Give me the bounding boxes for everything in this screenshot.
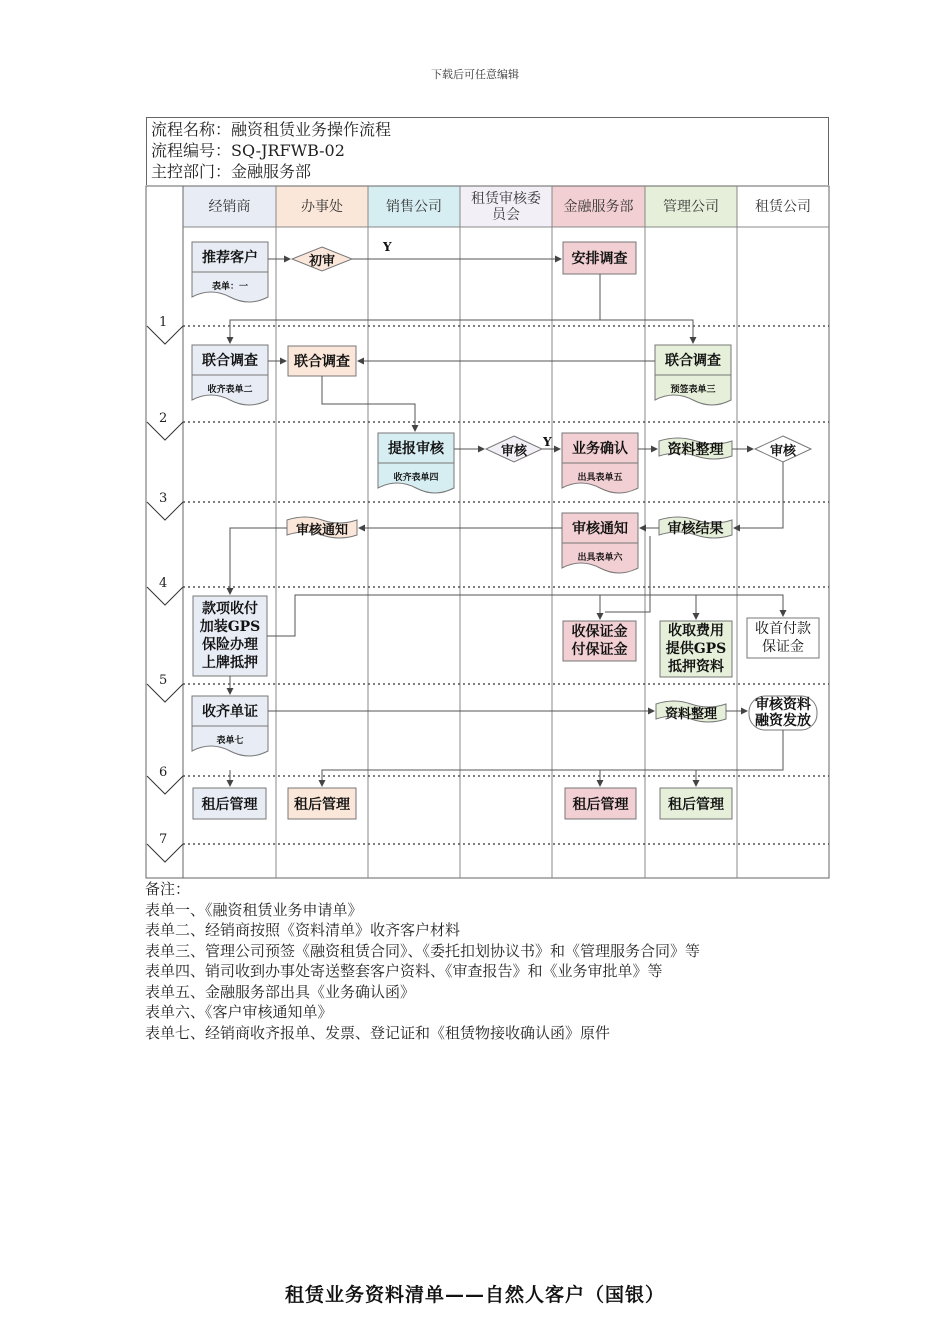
note-line: 表单四、销司收到办事处寄送整套客户资料、《审查报告》和《业务审批单》等: [145, 962, 663, 980]
note-line: 表单三、管理公司预签《融资租赁合同》、《委托扣划协议书》和《管理服务合同》等: [145, 941, 701, 960]
node-audit-release: 审核资料 融资发放: [755, 697, 811, 729]
node-post-lease-office: 租后管理: [294, 796, 350, 813]
top-note: 下载后可任意编辑: [431, 68, 519, 81]
lane-management: 管理公司: [663, 198, 719, 215]
node-post-lease-dealer: 租后管理: [201, 796, 258, 813]
node-dealer-tasks: 款项收付 加装GPS 保险办理 上牌抵押: [199, 601, 261, 671]
notes: [145, 879, 700, 1043]
notes-heading: 备注：: [145, 880, 191, 898]
decision-initial-review: 初审: [308, 253, 335, 269]
node-business-confirm: 业务确认 出具表单五: [572, 441, 628, 483]
step-number: 4: [159, 576, 168, 591]
node-down-payment: 收首付款 保证金: [755, 621, 811, 655]
node-review-notice-finance: 审核通知 出具表单六: [572, 521, 628, 563]
node-joint-survey-dealer: 联合调查 收齐表单二: [202, 353, 258, 395]
step-number: 5: [159, 673, 168, 688]
note-line: 表单一、《融资租赁业务申请单》: [145, 900, 363, 919]
node-organize-docs-1: 资料整理: [667, 442, 724, 458]
step-number: 6: [159, 765, 168, 780]
step-number: 1: [159, 315, 168, 330]
section-title: 租赁业务资料清单——自然人客户（国银）: [284, 1284, 665, 1306]
node-collect-fees: 收取费用 提供GPS 抵押资料: [665, 623, 727, 675]
yes-label: Y: [543, 435, 552, 449]
note-line: 表单二、经销商按照《资料清单》收齐客户材料: [145, 921, 461, 939]
lane-dealer: 经销商: [208, 198, 251, 215]
node-joint-survey-office: 联合调查: [294, 354, 350, 370]
step-number: 2: [159, 411, 168, 426]
node-review-notice-office: 审核通知: [295, 522, 348, 538]
lane-sales: 销售公司: [386, 198, 442, 215]
note-line: 表单五、金融服务部出具《业务确认函》: [145, 982, 416, 1001]
note-line: 表单七、经销商收齐报单、发票、登记证和《租赁物接收确认函》原件: [145, 1023, 611, 1042]
node-arrange-survey: 安排调查: [571, 251, 628, 267]
lane-committee: 租赁审核委员会: [471, 190, 541, 223]
node-post-lease-mgmt: 租后管理: [668, 796, 724, 813]
step-number: 7: [159, 832, 168, 847]
node-recommend-client: 推荐客户 表单：一: [202, 250, 258, 292]
node-organize-docs-2: 资料整理: [664, 706, 717, 722]
lane-office: 办事处: [301, 198, 343, 215]
process-dept: 主控部门：金融服务部: [151, 162, 312, 181]
node-deposit: 收保证金 付保证金: [571, 624, 628, 658]
step-number: 3: [159, 491, 168, 506]
process-code: 流程编号：SQ-JRFWB-02: [151, 141, 345, 160]
node-post-lease-finance: 租后管理: [572, 796, 629, 813]
yes-label: Y: [383, 240, 392, 254]
node-joint-survey-mgmt: 联合调查 预签表单三: [665, 353, 721, 395]
lane-leasing: 租赁公司: [755, 198, 811, 215]
lane-finance: 金融服务部: [563, 198, 634, 215]
decision-lease-review: 审核: [769, 443, 796, 459]
node-submit-review: 提报审核 收齐表单四: [388, 441, 444, 483]
process-name: 流程名称：融资租赁业务操作流程: [151, 120, 392, 139]
note-line: 表单六、《客户审核通知单》: [145, 1003, 333, 1021]
decision-committee-review: 审核: [500, 443, 527, 459]
node-review-result: 审核结果: [667, 521, 724, 537]
node-collect-documents: 收齐单证 表单七: [202, 704, 258, 746]
